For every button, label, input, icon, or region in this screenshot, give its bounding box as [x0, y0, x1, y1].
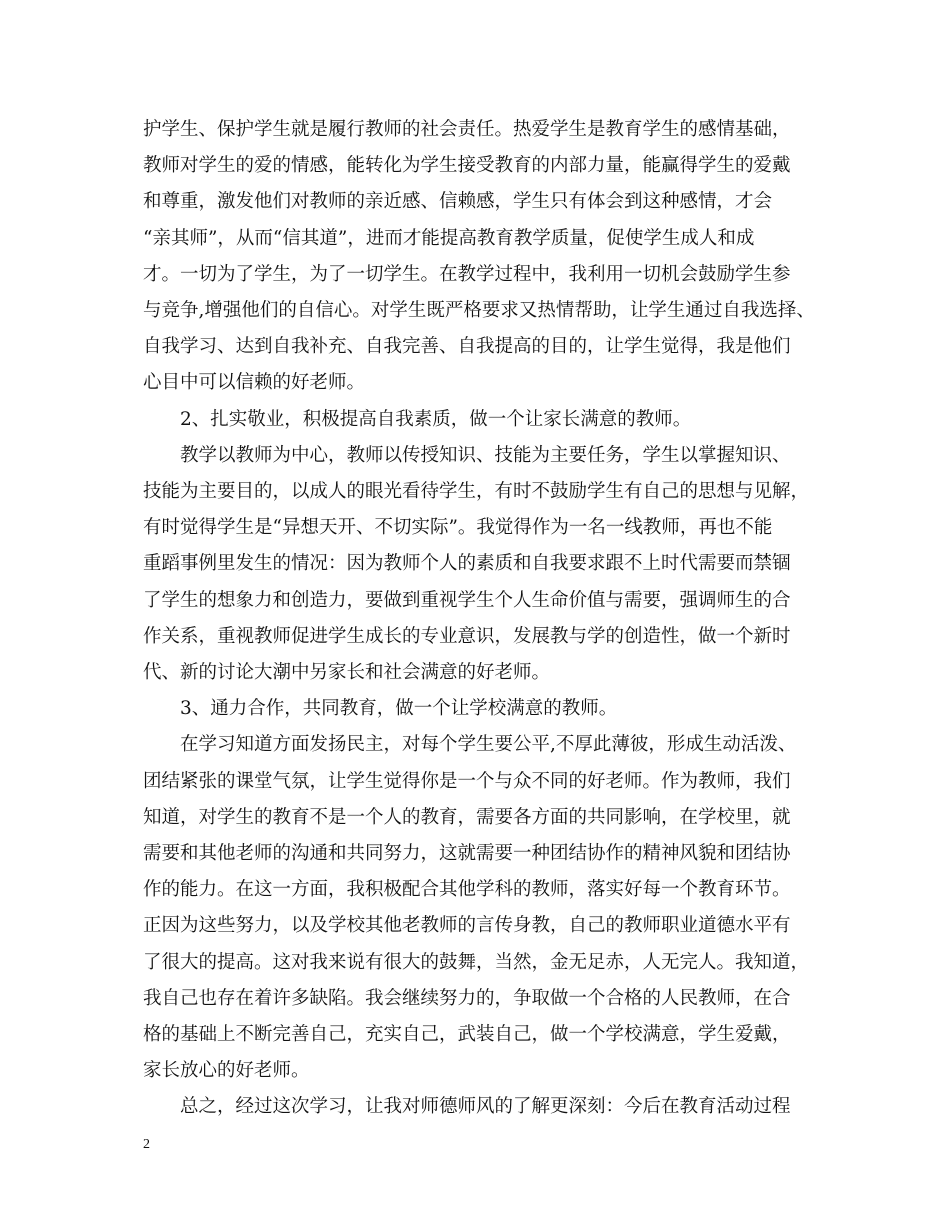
text-line: 格的基础上不断完善自己，充实自己，武装自己，做一个学校满意，学生爱戴， — [143, 1024, 791, 1046]
text-line: 需要和其他老师的沟通和共同努力，这就需要一种团结协作的精神风貌和团结协 — [143, 843, 791, 865]
text-line: 技能为主要目的，以成人的眼光看待学生，有时不鼓励学生有自己的思想与见解， — [143, 481, 810, 503]
text-line: 教学以教师为中心，教师以传授知识、技能为主要任务，学生以掌握知识、 — [180, 444, 791, 466]
text-line: 2、扎实敬业，积极提高自我素质，做一个让家长满意的教师。 — [180, 408, 692, 430]
text-line: 代、新的讨论大潮中另家长和社会满意的好老师。 — [143, 662, 551, 684]
text-line: 家长放心的好老师。 — [143, 1060, 310, 1082]
text-line: 正因为这些努力，以及学校其他老教师的言传身教，自己的教师职业道德水平有 — [143, 915, 791, 937]
paragraph — [143, 691, 823, 727]
text-line: 作的能力。在这一方面，我积极配合其他学科的教师，落实好每一个教育环节。 — [143, 879, 791, 901]
paragraph — [143, 438, 823, 691]
text-line: 作关系，重视教师促进学生成长的专业意识，发展教与学的创造性，做一个新时 — [143, 625, 791, 647]
document-body — [143, 112, 823, 1126]
page-number: 2 — [143, 1137, 150, 1152]
text-line: 重蹈事例里发生的情况：因为教师个人的素质和自我要求跟不上时代需要而禁锢 — [143, 553, 791, 575]
paragraph — [143, 112, 823, 402]
text-line: 与竞争,增强他们的自信心。对学生既严格要求又热情帮助，让学生通过自我选择、 — [143, 300, 815, 322]
text-line: “亲其师”，从而“信其道”，进而才能提高教育教学质量，促使学生成人和成 — [143, 227, 755, 249]
text-line: 心目中可以信赖的好老师。 — [143, 372, 366, 394]
text-line: 了很大的提高。这对我来说有很大的鼓舞，当然，金无足赤，人无完人。我知道， — [143, 951, 810, 973]
paragraph — [143, 402, 823, 438]
text-line: 有时觉得学生是“异想天开、不切实际”。我觉得作为一名一线教师，再也不能 — [143, 517, 773, 539]
paragraph — [143, 1089, 823, 1125]
text-line: 了学生的想象力和创造力，要做到重视学生个人生命价值与需要，强调师生的合 — [143, 589, 791, 611]
text-line: 自我学习、达到自我补充、自我完善、自我提高的目的，让学生觉得，我是他们 — [143, 336, 791, 358]
text-line: 和尊重，激发他们对教师的亲近感、信赖感，学生只有体会到这种感情，才会 — [143, 191, 773, 213]
text-line: 教师对学生的爱的情感，能转化为学生接受教育的内部力量，能赢得学生的爱戴 — [143, 155, 791, 177]
text-line: 总之，经过这次学习，让我对师德师风的了解更深刻：今后在教育活动过程 — [180, 1096, 791, 1118]
text-line: 我自己也存在着许多缺陷。我会继续努力的，争取做一个合格的人民教师，在合 — [143, 987, 791, 1009]
text-line: 在学习知道方面发扬民主，对每个学生要公平,不厚此薄彼，形成生动活泼、 — [180, 734, 797, 756]
text-line: 护学生、保护学生就是履行教师的社会责任。热爱学生是教育学生的感情基础， — [143, 119, 791, 140]
text-line: 知道，对学生的教育不是一个人的教育，需要各方面的共同影响，在学校里，就 — [143, 806, 791, 828]
text-line: 才。一切为了学生，为了一切学生。在教学过程中，我利用一切机会鼓励学生参 — [143, 263, 791, 285]
text-line: 团结紧张的课堂气氛，让学生觉得你是一个与众不同的好老师。作为教师，我们 — [143, 770, 791, 792]
text-line: 3、通力合作，共同教育，做一个让学校满意的教师。 — [180, 698, 618, 720]
paragraph — [143, 727, 823, 1089]
